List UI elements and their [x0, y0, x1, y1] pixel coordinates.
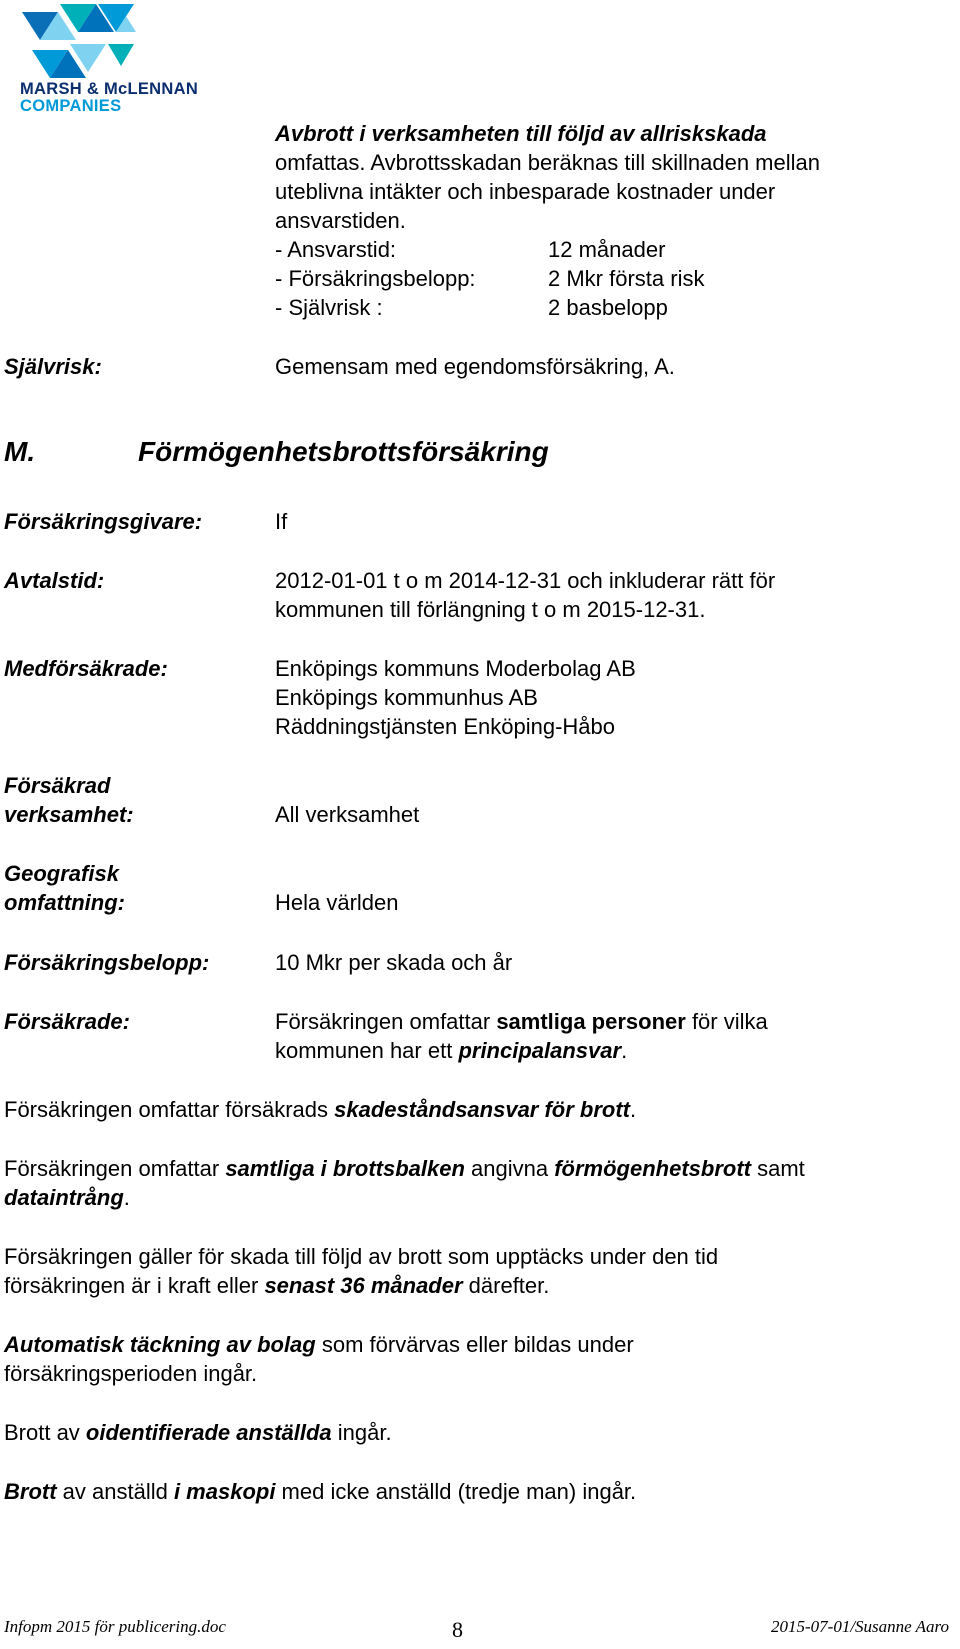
- paragraph-emphasis: samtliga i brottsbalken: [225, 1156, 465, 1181]
- verksamhet-label-1: Försäkrad: [4, 773, 111, 798]
- logo-mark-icon: [22, 4, 142, 78]
- paragraph-text: .: [630, 1097, 637, 1122]
- section-title: Förmögenhetsbrottsförsäkring: [138, 436, 549, 467]
- forsakrade-label: Försäkrade:: [4, 1009, 130, 1034]
- logo-line2: COMPANIES: [20, 97, 122, 115]
- paragraph-text: samt: [751, 1156, 805, 1181]
- sjalvrisk-value: Gemensam med egendomsförsäkring, A.: [275, 354, 675, 379]
- paragraph-emphasis: Brott: [4, 1479, 57, 1504]
- forsakrade-text: Försäkringen omfattar: [275, 1009, 497, 1034]
- sjalvrisk-label: Självrisk:: [4, 354, 102, 379]
- paragraph-text: försäkringen är i kraft eller: [4, 1273, 265, 1298]
- paragraph-oidentifierade: [4, 1418, 392, 1447]
- medforsakrade-line3: Räddningstjänsten Enköping-Håbo: [275, 714, 616, 739]
- paragraph-text: Brott av: [4, 1420, 86, 1445]
- geografisk-value: Hela världen: [275, 890, 399, 915]
- paragraph-emphasis: förmögenhetsbrott: [554, 1156, 751, 1181]
- paragraph-emphasis: oidentifierade anställda: [85, 1420, 332, 1445]
- givare-label: Försäkringsgivare:: [4, 509, 203, 534]
- paragraph-skadestand: [4, 1095, 636, 1124]
- forsakrade-emphasis: samtliga personer: [496, 1009, 686, 1034]
- row-label-ansvarstid: - Ansvarstid:: [275, 237, 397, 262]
- avtalstid-line1: 2012-01-01 t o m 2014-12-31 och inkluderar rätt för: [275, 568, 776, 593]
- paragraph-maskopi: [4, 1477, 636, 1506]
- row-label-sjalvrisk: - Självrisk :: [275, 295, 383, 320]
- row-label-belopp: - Försäkringsbelopp:: [275, 266, 476, 291]
- company-logo: [18, 4, 218, 116]
- logo-line1: MARSH & McLENNAN: [20, 80, 199, 98]
- section-letter: M.: [4, 436, 36, 467]
- verksamhet-label-2: verksamhet:: [4, 802, 134, 827]
- paragraph-automatisk-line2: försäkringsperioden ingår.: [4, 1361, 258, 1386]
- paragraph-brottsbalken-line1: [4, 1154, 805, 1183]
- paragraph-upptacks-line2: [4, 1271, 549, 1300]
- medforsakrade-line1: Enköpings kommuns Moderbolag AB: [275, 656, 636, 681]
- paragraph-upptacks-line1: Försäkringen gäller för skada till följd av brott som upptäcks under den tid: [4, 1244, 719, 1269]
- paragraph-text: Försäkringen omfattar försäkrads: [4, 1097, 335, 1122]
- interruption-body-1: omfattas. Avbrottsskadan beräknas till skillnaden mellan: [275, 150, 820, 175]
- paragraph-text: .: [123, 1185, 130, 1210]
- paragraph-emphasis: skadeståndsansvar för brott: [334, 1097, 631, 1122]
- row-value-ansvarstid: 12 månader: [548, 237, 666, 262]
- forsakrade-line2: [275, 1036, 627, 1065]
- paragraph-text: med icke anställd (tredje man) ingår.: [275, 1479, 637, 1504]
- paragraph-text: av anställd: [56, 1479, 174, 1504]
- paragraph-emphasis: i maskopi: [173, 1479, 276, 1504]
- paragraph-text: Försäkringen omfattar: [4, 1156, 226, 1181]
- paragraph-text: därefter.: [462, 1273, 550, 1298]
- paragraph-emphasis: dataintrång: [4, 1185, 124, 1210]
- geografisk-label-1: Geografisk: [4, 861, 119, 886]
- forsakrade-text: .: [621, 1038, 628, 1063]
- belopp-value: 10 Mkr per skada och år: [275, 950, 513, 975]
- paragraph-emphasis: senast 36 månader: [264, 1273, 463, 1298]
- forsakrade-text: kommunen har ett: [275, 1038, 459, 1063]
- paragraph-brottsbalken-line2: [4, 1183, 130, 1212]
- interruption-title: Avbrott i verksamheten till följd av allriskskada: [275, 121, 767, 146]
- medforsakrade-label: Medförsäkrade:: [4, 656, 168, 681]
- paragraph-automatisk-line1: [4, 1330, 634, 1359]
- givare-value: If: [275, 509, 288, 534]
- paragraph-text: som förvärvas eller bildas under: [315, 1332, 634, 1357]
- paragraph-emphasis: Automatisk täckning av bolag: [4, 1332, 316, 1357]
- belopp-label: Försäkringsbelopp:: [4, 950, 210, 975]
- interruption-body-3: ansvarstiden.: [275, 208, 406, 233]
- row-value-belopp: 2 Mkr första risk: [548, 266, 705, 291]
- forsakrade-text: för vilka: [685, 1009, 768, 1034]
- paragraph-text: angivna: [464, 1156, 555, 1181]
- forsakrade-emphasis: principalansvar: [458, 1038, 622, 1063]
- medforsakrade-line2: Enköpings kommunhus AB: [275, 685, 538, 710]
- avtalstid-label: Avtalstid:: [4, 568, 105, 593]
- footer-date-author: 2015-07-01/Susanne Aaro: [771, 1617, 950, 1636]
- paragraph-text: ingår.: [331, 1420, 392, 1445]
- page-number: 8: [452, 1617, 463, 1642]
- forsakrade-line1: [275, 1007, 768, 1036]
- interruption-body-2: uteblivna intäkter och inbesparade kostnader under: [275, 179, 776, 204]
- geografisk-label-2: omfattning:: [4, 890, 125, 915]
- footer-filename: Infopm 2015 för publicering.doc: [4, 1617, 226, 1636]
- verksamhet-value: All verksamhet: [275, 802, 420, 827]
- avtalstid-line2: kommunen till förlängning t o m 2015-12-31.: [275, 597, 706, 622]
- row-value-sjalvrisk: 2 basbelopp: [548, 295, 668, 320]
